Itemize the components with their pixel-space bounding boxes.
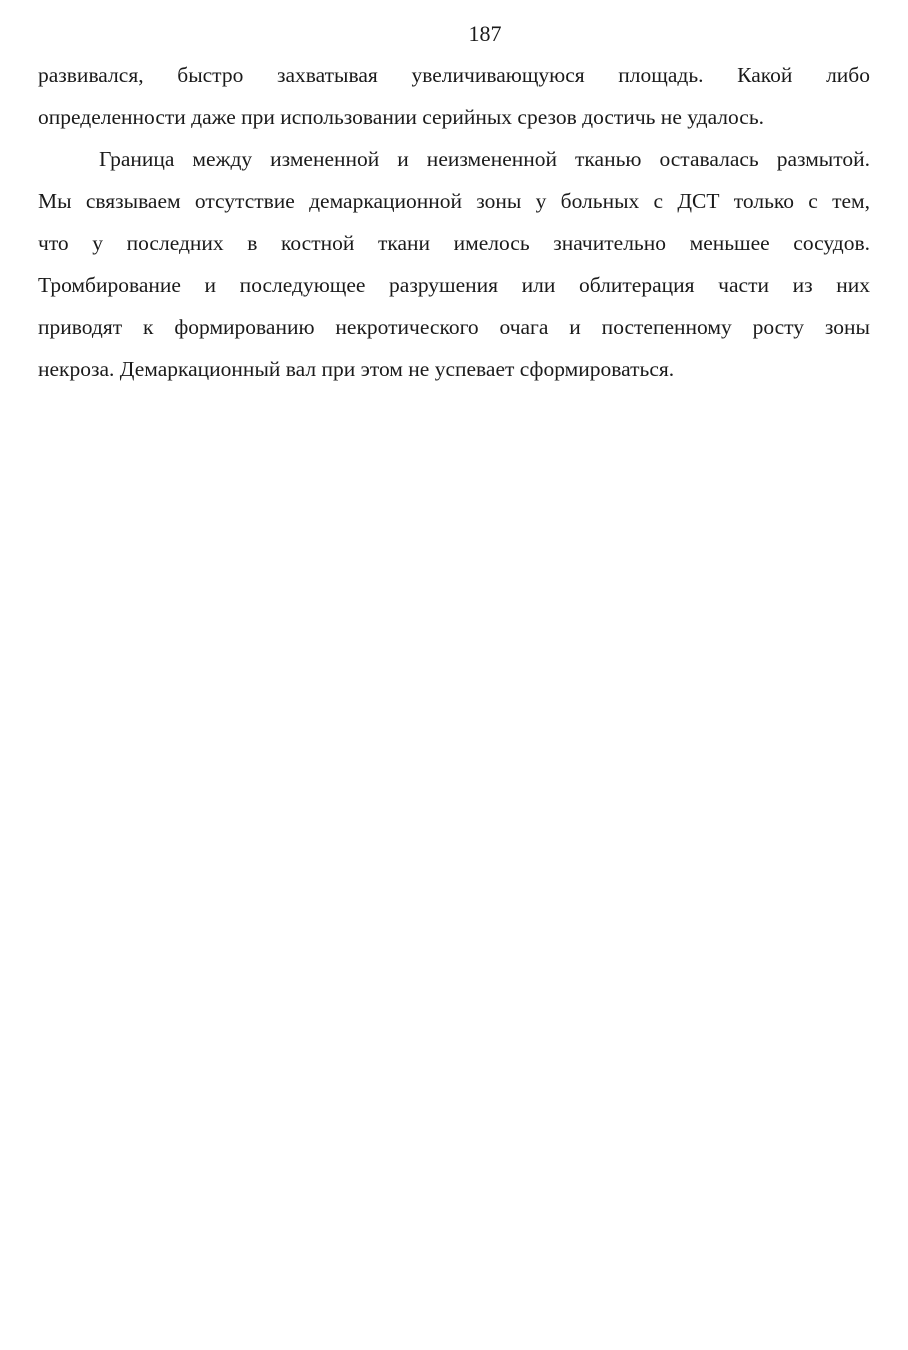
page-number: 187	[468, 21, 502, 46]
text-line: определенности даже при использовании серийных срезов достичь не удалось.	[38, 105, 765, 129]
text-line: что у последних в костной ткани имелось значительно меньшее сосудов.	[38, 231, 870, 255]
text-line: Тромбирование и последующее разрушения или облитерация части из них	[38, 273, 870, 297]
paragraph-1	[38, 54, 870, 138]
text-line: некроза. Демаркационный вал при этом не успевает сформироваться.	[38, 357, 675, 381]
paragraph-2	[38, 138, 870, 390]
body-text	[38, 54, 870, 390]
text-line: приводят к формированию некротического очага и постепенному росту зоны	[38, 315, 870, 339]
text-line: Мы связываем отсутствие демаркационной зоны у больных с ДСТ только с тем,	[38, 189, 870, 213]
text-line: развивался, быстро захватывая увеличивающуюся площадь. Какой либо	[38, 63, 870, 87]
text-line: Граница между измененной и неизмененной тканью оставалась размытой.	[99, 147, 870, 171]
